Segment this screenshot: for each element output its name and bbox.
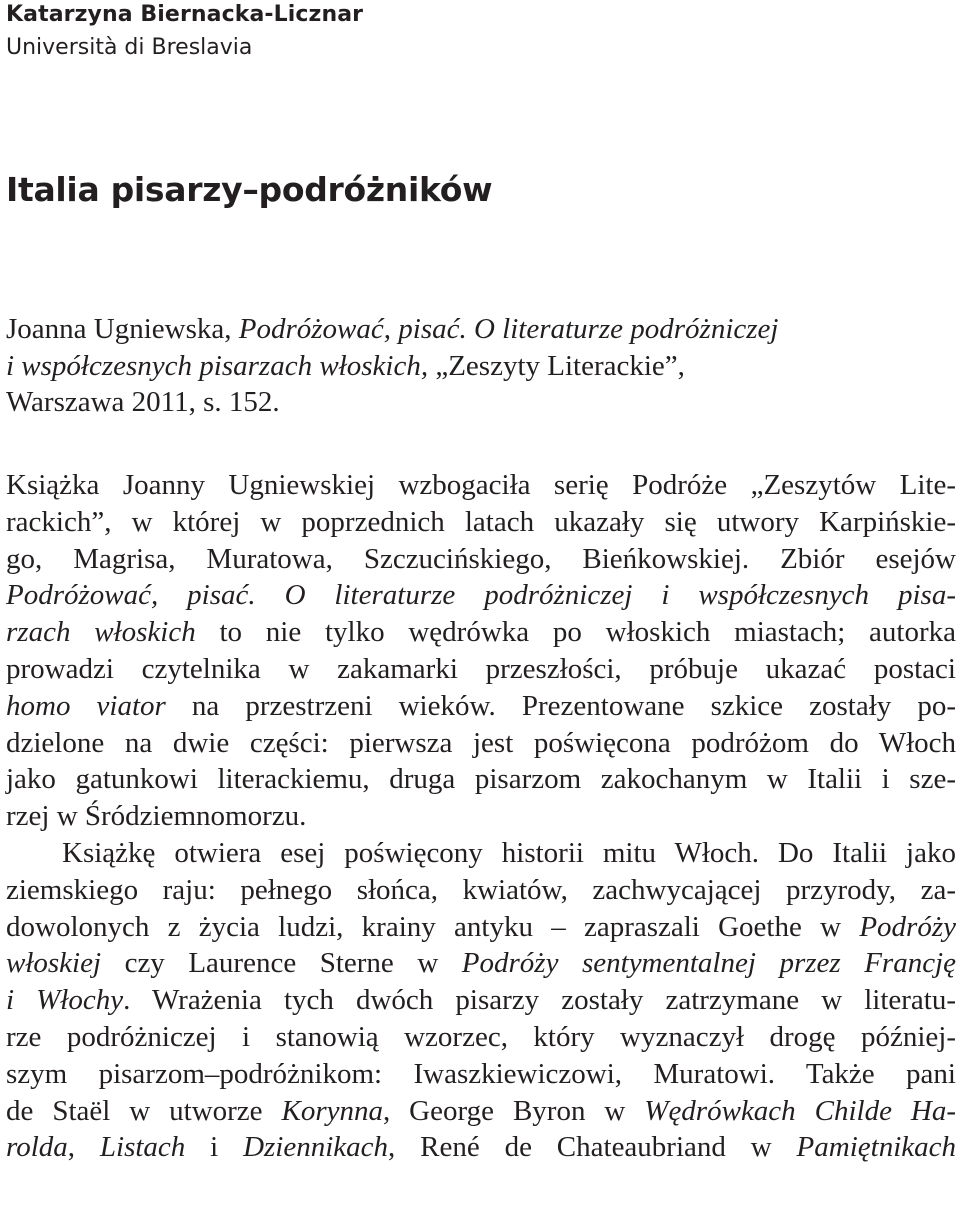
- italic-text: rzach włoskich: [6, 616, 196, 649]
- body-line: ziemskiego raju: pełnego słońca, kwiatów, zachwycającej przyrody, za-: [6, 873, 956, 906]
- body-line: [6, 688, 956, 725]
- body-line: dzielone na dwie części: pierwsza jest poświęcona podróżom do Włoch: [6, 726, 956, 759]
- reference-line: Warszawa 2011, s. 152.: [6, 386, 280, 419]
- italic-text: i Włochy: [6, 984, 124, 1017]
- body-line: rackich”, w której w poprzednich latach ukazały się utwory Karpińskie-: [6, 505, 956, 538]
- italic-text: rolda: [6, 1131, 68, 1164]
- italic-text: homo viator: [6, 689, 166, 722]
- body-line: prowadzi czytelnika w zakamarki przeszłości, próbuje ukazać postaci: [6, 652, 956, 685]
- reference-author: Joanna Ugniewska,: [6, 313, 239, 345]
- author-affiliation: Università di Breslavia: [6, 35, 253, 60]
- text-run: , George Byron w: [382, 1094, 645, 1127]
- text-run: ,: [67, 1131, 100, 1164]
- body-line: Książka Joanny Ugniewskiej wzbogaciła serię Podróże „Zeszytów Lite-: [6, 469, 956, 501]
- body-line: [6, 909, 956, 946]
- body-line: [6, 577, 956, 614]
- italic-text: Korynna: [281, 1094, 383, 1127]
- text-run: na przestrzeni wieków. Prezentowane szkice zostały po-: [165, 689, 956, 722]
- text-run: czy Laurence Sterne w: [101, 947, 462, 980]
- italic-text: Podróży: [859, 910, 956, 943]
- italic-text: Dziennikach: [243, 1131, 389, 1164]
- body-text: [6, 467, 956, 1166]
- text-run: . Wrażenia tych dwóch pisarzy zostały zatrzymane w literatu-: [123, 984, 957, 1017]
- text-run: de Staël w utworze: [6, 1094, 282, 1127]
- reference-book-title: Podróżować, pisać. O literaturze podróżniczej: [238, 313, 779, 345]
- body-line: [6, 614, 956, 651]
- italic-text: włoskiej: [6, 947, 102, 980]
- reference-line: [6, 311, 956, 348]
- body-line: jako gatunkowi literackiemu, druga pisarzom zakochanym w Italii i sze-: [6, 763, 956, 796]
- body-line: [6, 1093, 956, 1130]
- text-run: i: [185, 1131, 244, 1164]
- body-line: Książkę otwiera esej poświęcony historii mitu Włoch. Do Italii jako: [62, 836, 956, 869]
- italic-text: Podróżować, pisać. O literaturze podróżniczej i współczesnych pisa-: [6, 579, 956, 612]
- italic-text: Podróży sentymentalnej przez Francję: [461, 947, 956, 980]
- body-line: [6, 982, 956, 1019]
- italic-text: Listach: [99, 1131, 186, 1164]
- reference-line: [6, 348, 956, 385]
- text-run: , René de Chateaubriand w: [388, 1131, 797, 1164]
- body-line: [6, 1129, 956, 1166]
- body-line: [6, 945, 956, 982]
- body-line: rze podróżniczej i stanowią wzorzec, który wyznaczył drogę później-: [6, 1020, 956, 1053]
- italic-text: Pamiętnikach: [796, 1131, 956, 1164]
- body-line: szym pisarzom–podróżnikom: Iwaszkiewiczowi, Muratowi. Także pani: [6, 1057, 956, 1090]
- book-reference: [6, 311, 956, 421]
- reference-book-title-cont: i współczesnych pisarzach włoskich,: [6, 349, 429, 382]
- reference-publisher: „Zeszyty Literackie”,: [428, 349, 685, 382]
- italic-text: Wędrówkach Childe Ha-: [644, 1094, 956, 1127]
- author-name: Katarzyna Biernacka-Licznar: [6, 2, 364, 27]
- article-title: Italia pisarzy–podróżników: [6, 170, 493, 209]
- text-run: dowolonych z życia ludzi, krainy antyku – zapraszali Goethe w: [6, 910, 860, 943]
- text-run: to nie tylko wędrówka po włoskich miastach; autorka: [195, 616, 957, 649]
- body-line: go, Magrisa, Muratowa, Szczucińskiego, Bieńkowskiej. Zbiór esejów: [6, 542, 956, 575]
- body-line: rzej w Śródziemnomorzu.: [6, 800, 307, 833]
